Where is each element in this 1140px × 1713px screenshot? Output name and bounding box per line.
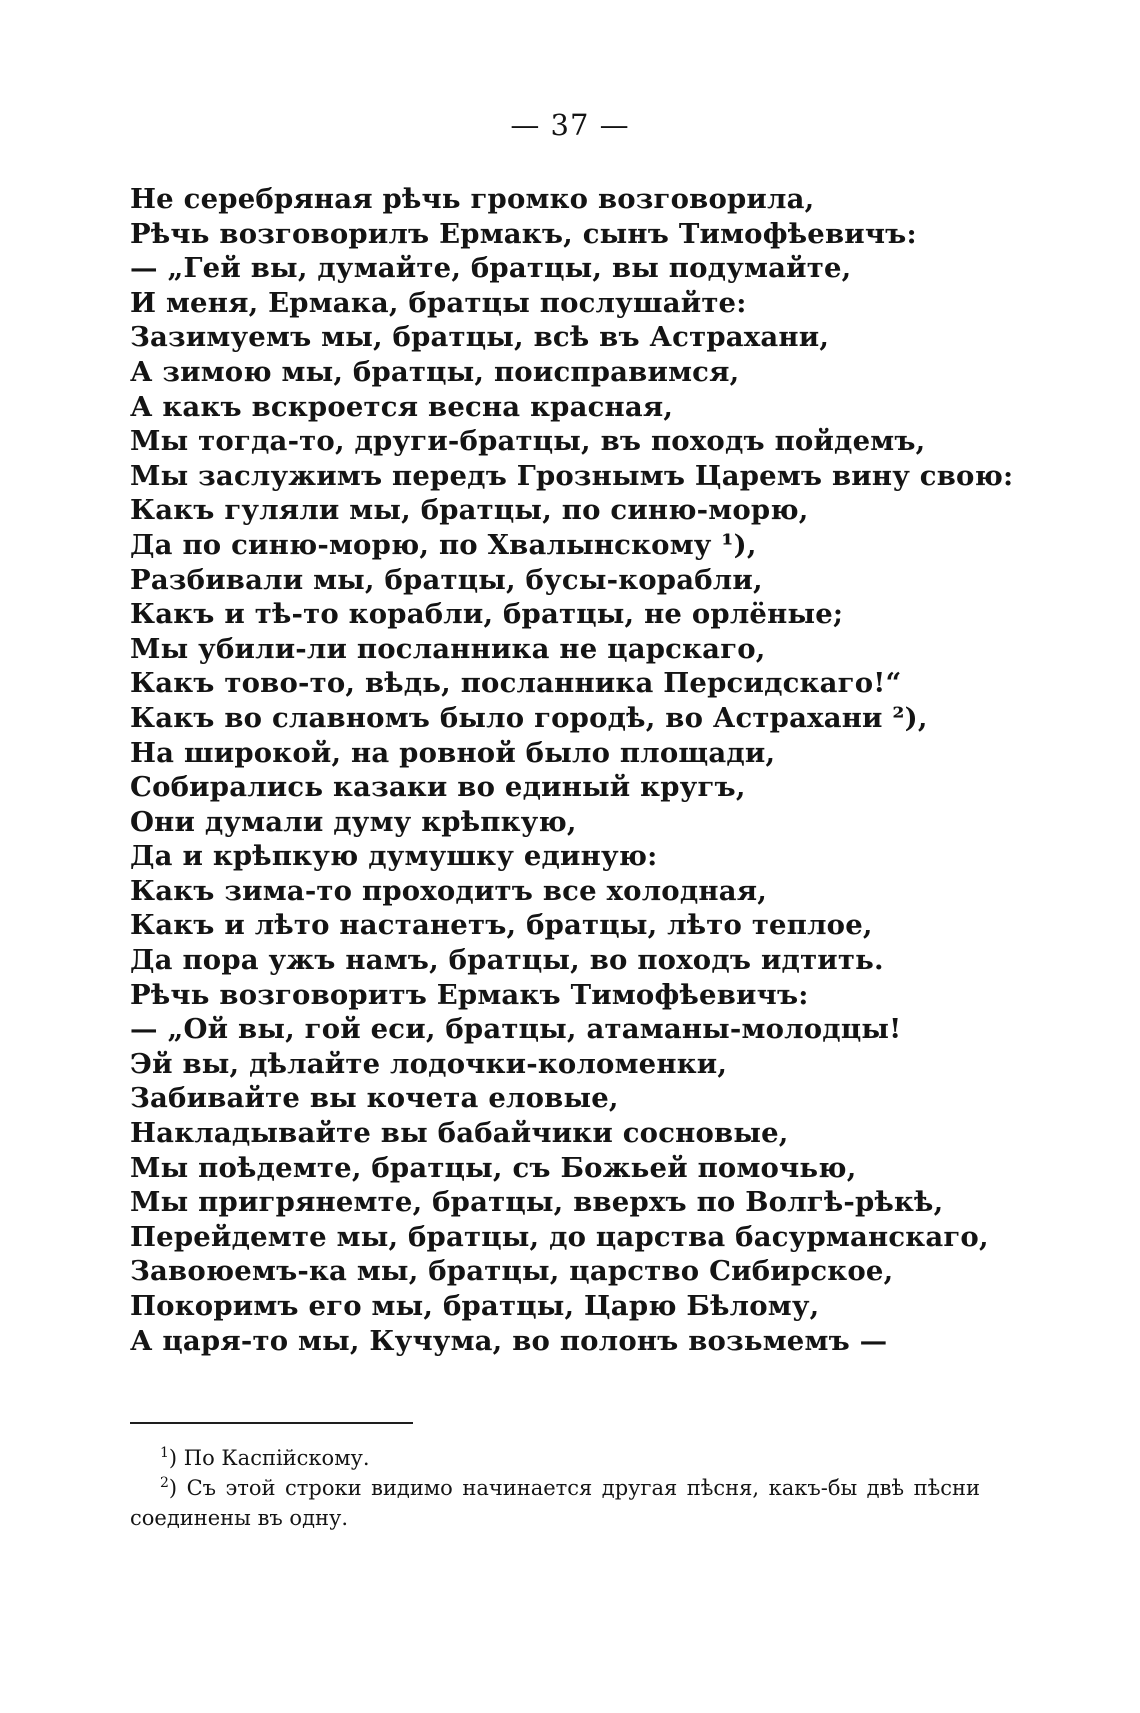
poem-line: Рѣчь возговоритъ Ермакъ Тимофѣевичъ: [130, 978, 809, 1011]
poem-line: Какъ и тѣ-то корабли, братцы, не орлёные; [130, 598, 844, 631]
poem-line: Завоюемъ-ка мы, братцы, царство Сибирское, [130, 1255, 894, 1288]
poem-line: Эй вы, дѣлайте лодочки-коломенки, [130, 1047, 728, 1080]
footnote-2 [130, 1473, 980, 1533]
poem-line: Да пора ужъ намъ, братцы, во походъ идтить. [130, 944, 884, 977]
poem-line: А царя-то мы, Кучума, во полонъ возьмемъ — [130, 1324, 888, 1357]
poem-line: А какъ вскроется весна красная, [130, 390, 674, 423]
footnotes [130, 1443, 980, 1533]
footnote-2-text: ) Съ этой строки видимо начинается другая пѣсня, какъ-бы двѣ пѣсни соединены въ одну. [130, 1476, 980, 1530]
poem-line: — „Ой вы, гой еси, братцы, атаманы-молодцы! [130, 1013, 902, 1046]
poem-line: Мы заслужимъ передъ Грознымъ Царемъ вину свою: [130, 459, 1014, 492]
footnote-1-marker: 1 [160, 1445, 169, 1461]
poem-line: Какъ тово-то, вѣдь, посланника Персидскаго!“ [130, 667, 902, 700]
poem-line: Какъ гуляли мы, братцы, по синю-морю, [130, 494, 809, 527]
poem-line: А зимою мы, братцы, поисправимся, [130, 355, 740, 388]
footnote-2-marker: 2 [160, 1475, 169, 1491]
poem-line: Покоримъ его мы, братцы, Царю Бѣлому, [130, 1290, 820, 1322]
poem-line: Мы поѣдемте, братцы, съ Божьей помочью, [130, 1151, 857, 1184]
poem-line: Да по синю-морю, по Хвалынскому ¹), [130, 528, 757, 561]
poem-line: Собирались казаки во единый кругъ, [130, 771, 746, 804]
poem-line: Какъ и лѣто настанетъ, братцы, лѣто теплое, [130, 909, 873, 942]
footnote-1-text: ) По Каспійскому. [168, 1446, 370, 1470]
poem-line: Перейдемте мы, братцы, до царства басурманскаго, [130, 1220, 989, 1253]
poem-line: Да и крѣпкую думушку единую: [130, 840, 658, 873]
poem-text [130, 182, 1090, 1358]
poem-line: И меня, Ермака, братцы послушайте: [130, 286, 747, 319]
poem-line: Какъ во славномъ было городѣ, во Астрахани ²), [130, 701, 928, 734]
page-number: — 37 — [510, 108, 630, 142]
poem-line: Зазимуемъ мы, братцы, всѣ въ Астрахани, [130, 321, 830, 354]
poem-line: Разбивали мы, братцы, бусы-корабли, [130, 563, 763, 596]
poem-line: На широкой, на ровной было площади, [130, 736, 776, 769]
poem-line: — „Гей вы, думайте, братцы, вы подумайте, [130, 252, 852, 285]
footnote-separator [130, 1422, 413, 1424]
poem-line: Забивайте вы кочета еловые, [130, 1082, 619, 1115]
footnote-1 [130, 1443, 980, 1473]
poem-line: Какъ зима-то проходитъ все холодная, [130, 874, 768, 907]
poem-line: Не серебряная рѣчь громко возговорила, [130, 183, 815, 215]
poem-line: Они думали думу крѣпкую, [130, 805, 577, 838]
poem-line: Мы убили-ли посланника не царскаго, [130, 632, 766, 665]
poem-line: Мы тогда-то, други-братцы, въ походъ пойдемъ, [130, 425, 926, 458]
poem-line: Мы пригрянемте, братцы, вверхъ по Волгѣ-рѣкѣ, [130, 1186, 944, 1219]
poem-line: Накладывайте вы бабайчики сосновые, [130, 1117, 789, 1150]
poem-line: Рѣчь возговорилъ Ермакъ, сынъ Тимофѣевичъ: [130, 217, 917, 250]
